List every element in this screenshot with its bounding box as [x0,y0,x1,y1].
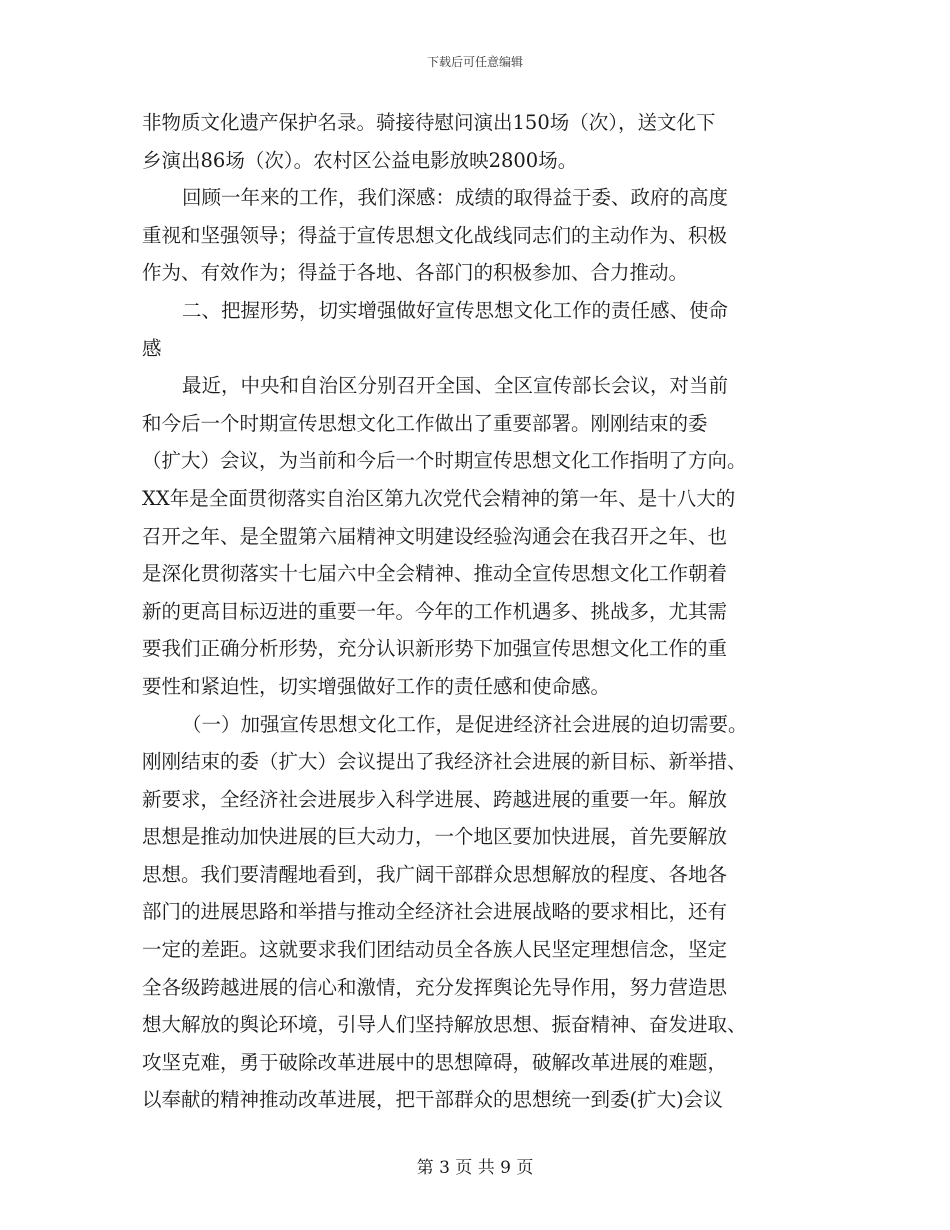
text-line: 要性和紧迫性，切实增强做好工作的责任感和使命感。 [142,674,611,698]
page-number: 第 3 页 共 9 页 [416,1158,534,1178]
text-line: 攻坚克难，勇于破除改革进展中的思想障碍，破解改革进展的难题， [142,1050,728,1074]
text-line: 最近，中央和自治区分别召开全国、全区宣传部长会议，对当前 [182,374,729,398]
text-line: 作为、有效作为；得益于各地、各部门的积极参加、合力推动。 [142,261,689,285]
document-body [142,104,808,1119]
text-line: 一定的差距。这就要求我们团结动员全各族人民坚定理想信念，坚定 [142,938,728,962]
text-line: XX年是全面贯彻落实自治区第九次党代会精神的第一年、是十八大的 [142,486,736,510]
text-line: 思想是推动加快进展的巨大动力，一个地区要加快进展，首先要解放 [142,825,728,849]
text-line: （一）加强宣传思想文化工作，是促进经济社会进展的迫切需要。 [182,712,748,736]
text-line: 新的更高目标迈进的重要一年。今年的工作机遇多、挑战多，尤其需 [142,599,728,623]
text-line: 非物质文化遗产保护名录。骑接待慰问演出150场（次），送文化下 [142,111,716,134]
text-line: 重视和坚强领导；得益于宣传思想文化战线同志们的主动作为、积极 [142,223,728,247]
text-line: 回顾一年来的工作，我们深感：成绩的取得益于委、政府的高度 [182,186,729,210]
text-line: 刚刚结束的委（扩大）会议提出了我经济社会进展的新目标、新举措、 [142,750,747,774]
text-line: 二、把握形势，切实增强做好宣传思想文化工作的责任感、使命 [182,298,729,322]
text-line: 新要求，全经济社会进展步入科学进展、跨越进展的重要一年。解放 [142,787,728,811]
text-line: 以奉献的精神推动改革进展，把干部群众的思想统一到委(扩大)会议 [142,1088,723,1112]
text-line: 是深化贯彻落实十七届六中全会精神、推动全宣传思想文化工作朝着 [142,562,728,586]
text-line: 想大解放的舆论环境，引导人们坚持解放思想、振奋精神、奋发进取、 [142,1013,747,1037]
text-line: 部门的进展思路和举措与推动全经济社会进展战略的要求相比，还有 [142,900,728,924]
text-line: 全各级跨越进展的信心和激情，充分发挥舆论先导作用，努力营造思 [142,975,728,999]
text-line: 感 [142,336,162,360]
text-line: 乡演出86场（次）。农村区公益电影放映2800场。 [142,148,578,172]
text-line: 和今后一个时期宣传思想文化工作做出了重要部署。刚刚结束的委 [142,411,708,435]
page-header: 下载后可任意编辑 [426,55,523,69]
text-line: （扩大）会议，为当前和今后一个时期宣传思想文化工作指明了方向。 [142,449,747,473]
text-line: 要我们正确分析形势，充分认识新形势下加强宣传思想文化工作的重 [142,637,728,661]
text-line: 思想。我们要清醒地看到，我广阔干部群众思想解放的程度、各地各 [142,862,728,886]
text-line: 召开之年、是全盟第六届精神文明建设经验沟通会在我召开之年、也 [142,524,728,548]
